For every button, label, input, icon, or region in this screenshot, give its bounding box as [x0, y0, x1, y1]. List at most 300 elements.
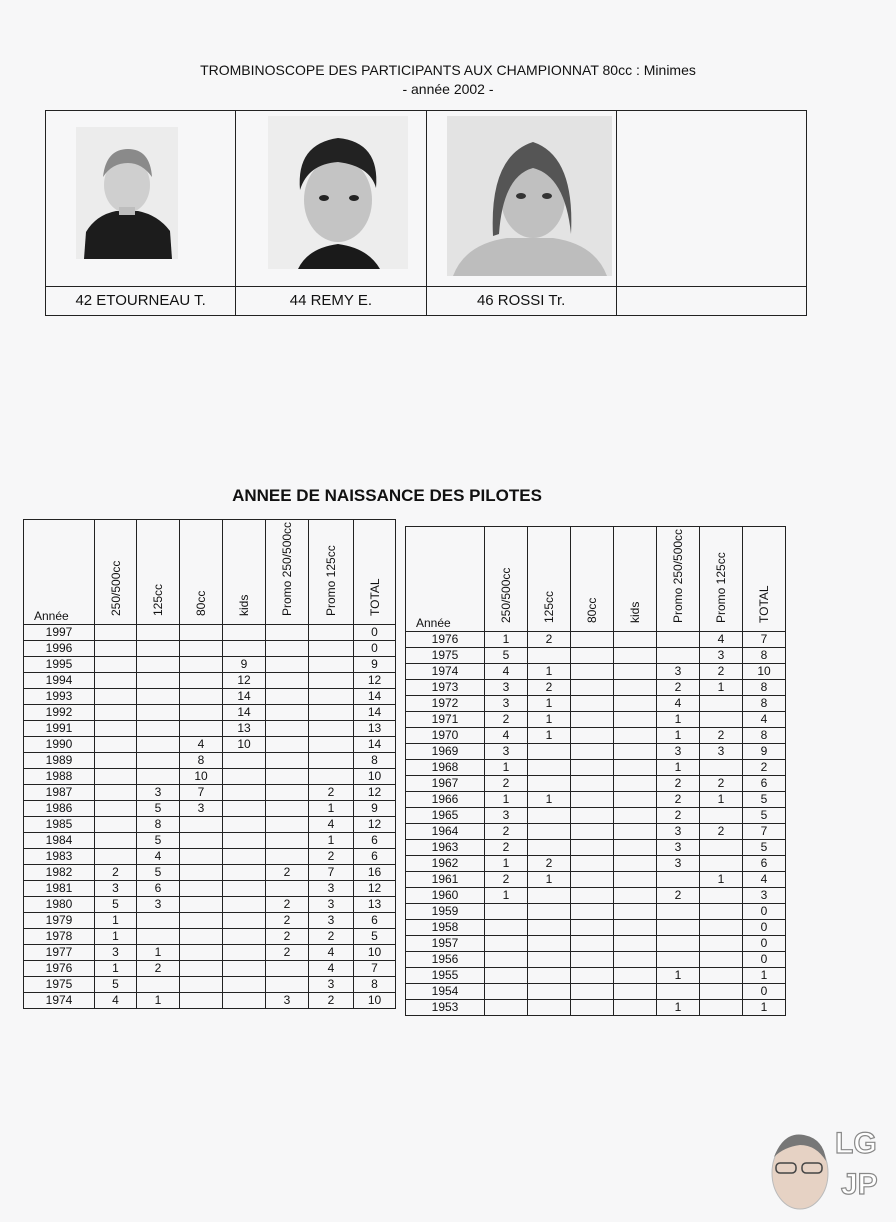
count-cell — [700, 904, 743, 920]
count-cell: 1 — [95, 913, 137, 929]
count-cell: 2 — [700, 664, 743, 680]
table-row — [24, 801, 396, 817]
count-cell: 13 — [354, 721, 396, 737]
table-row — [406, 856, 786, 872]
col-header: 80cc — [571, 527, 614, 632]
count-cell: 2 — [657, 680, 700, 696]
col-header-year: Année — [24, 520, 95, 625]
count-cell — [137, 673, 180, 689]
year-cell: 1989 — [24, 753, 95, 769]
count-cell — [700, 808, 743, 824]
count-cell: 3 — [657, 744, 700, 760]
count-cell — [223, 849, 266, 865]
count-cell: 5 — [743, 808, 786, 824]
count-cell: 5 — [137, 833, 180, 849]
participant-card-empty — [617, 111, 806, 315]
count-cell — [309, 769, 354, 785]
count-cell: 0 — [743, 984, 786, 1000]
participant-card — [236, 111, 426, 315]
count-cell — [180, 705, 223, 721]
count-cell: 2 — [309, 929, 354, 945]
year-cell: 1955 — [406, 968, 485, 984]
count-cell — [223, 785, 266, 801]
count-cell: 2 — [266, 865, 309, 881]
count-cell: 4 — [485, 728, 528, 744]
participant-card — [46, 111, 236, 315]
count-cell: 2 — [657, 888, 700, 904]
count-cell: 3 — [95, 945, 137, 961]
count-cell: 3 — [485, 696, 528, 712]
count-cell: 1 — [137, 945, 180, 961]
count-cell — [309, 673, 354, 689]
count-cell: 13 — [354, 897, 396, 913]
col-header-year: Année — [406, 527, 485, 632]
count-cell: 8 — [137, 817, 180, 833]
count-cell — [528, 968, 571, 984]
count-cell — [180, 817, 223, 833]
count-cell — [657, 872, 700, 888]
count-cell — [614, 840, 657, 856]
count-cell — [266, 753, 309, 769]
count-cell — [528, 840, 571, 856]
count-cell — [614, 824, 657, 840]
count-cell: 1 — [309, 833, 354, 849]
col-header: Promo 125cc — [700, 527, 743, 632]
year-cell: 1982 — [24, 865, 95, 881]
count-cell: 7 — [743, 632, 786, 648]
table-row — [406, 1000, 786, 1016]
count-cell: 1 — [137, 993, 180, 1009]
count-cell — [571, 664, 614, 680]
count-cell — [95, 849, 137, 865]
count-cell: 1 — [700, 792, 743, 808]
count-cell — [137, 737, 180, 753]
count-cell: 2 — [309, 993, 354, 1009]
count-cell: 10 — [354, 769, 396, 785]
count-cell — [528, 744, 571, 760]
count-cell — [309, 641, 354, 657]
count-cell — [266, 817, 309, 833]
count-cell — [223, 897, 266, 913]
table-row — [406, 872, 786, 888]
count-cell: 2 — [137, 961, 180, 977]
count-cell — [95, 785, 137, 801]
count-cell — [700, 712, 743, 728]
count-cell — [485, 952, 528, 968]
count-cell — [657, 984, 700, 1000]
count-cell: 2 — [485, 872, 528, 888]
year-cell: 1975 — [406, 648, 485, 664]
count-cell — [95, 817, 137, 833]
table-row — [24, 721, 396, 737]
table-row — [406, 648, 786, 664]
col-header: 125cc — [528, 527, 571, 632]
count-cell — [614, 792, 657, 808]
count-cell — [700, 984, 743, 1000]
count-cell: 4 — [700, 632, 743, 648]
year-cell: 1964 — [406, 824, 485, 840]
year-cell: 1992 — [24, 705, 95, 721]
count-cell — [180, 849, 223, 865]
year-cell: 1972 — [406, 696, 485, 712]
col-header: 80cc — [180, 520, 223, 625]
count-cell: 6 — [743, 856, 786, 872]
count-cell — [614, 760, 657, 776]
table-row — [24, 897, 396, 913]
year-cell: 1963 — [406, 840, 485, 856]
col-header: TOTAL — [743, 527, 786, 632]
count-cell: 9 — [354, 801, 396, 817]
year-cell: 1979 — [24, 913, 95, 929]
section-heading: ANNEE DE NAISSANCE DES PILOTES — [232, 486, 542, 505]
count-cell — [571, 728, 614, 744]
count-cell: 5 — [743, 840, 786, 856]
table-row — [24, 753, 396, 769]
count-cell — [309, 737, 354, 753]
participant-caption: 42 ETOURNEAU T. — [46, 286, 235, 315]
count-cell: 4 — [657, 696, 700, 712]
col-header: Promo 125cc — [309, 520, 354, 625]
birth-year-table-left — [23, 519, 396, 1009]
count-cell: 2 — [485, 712, 528, 728]
count-cell — [657, 904, 700, 920]
count-cell: 5 — [95, 977, 137, 993]
year-cell: 1987 — [24, 785, 95, 801]
count-cell — [571, 680, 614, 696]
count-cell: 10 — [223, 737, 266, 753]
year-cell: 1959 — [406, 904, 485, 920]
count-cell: 4 — [309, 945, 354, 961]
count-cell — [614, 680, 657, 696]
table-row — [24, 961, 396, 977]
year-cell: 1966 — [406, 792, 485, 808]
count-cell: 2 — [309, 785, 354, 801]
count-cell: 7 — [309, 865, 354, 881]
count-cell: 2 — [657, 792, 700, 808]
count-cell — [137, 721, 180, 737]
count-cell — [614, 712, 657, 728]
table-row — [406, 696, 786, 712]
count-cell — [614, 888, 657, 904]
table-row — [406, 760, 786, 776]
count-cell — [137, 689, 180, 705]
watermark-logo: LG — [835, 1127, 877, 1160]
year-cell: 1997 — [24, 625, 95, 641]
count-cell: 2 — [95, 865, 137, 881]
count-cell — [180, 833, 223, 849]
count-cell: 13 — [223, 721, 266, 737]
count-cell — [485, 1000, 528, 1016]
table-row — [406, 984, 786, 1000]
year-cell: 1965 — [406, 808, 485, 824]
count-cell — [223, 881, 266, 897]
count-cell — [266, 689, 309, 705]
participant-card — [427, 111, 617, 315]
count-cell: 16 — [354, 865, 396, 881]
count-cell — [700, 968, 743, 984]
count-cell — [137, 657, 180, 673]
col-header: kids — [223, 520, 266, 625]
count-cell: 1 — [528, 872, 571, 888]
year-cell: 1980 — [24, 897, 95, 913]
count-cell: 10 — [743, 664, 786, 680]
count-cell — [223, 801, 266, 817]
count-cell — [571, 888, 614, 904]
table-row — [406, 632, 786, 648]
count-cell: 4 — [743, 712, 786, 728]
table-row — [24, 849, 396, 865]
count-cell: 1 — [657, 1000, 700, 1016]
count-cell — [137, 641, 180, 657]
count-cell — [528, 760, 571, 776]
count-cell — [266, 625, 309, 641]
count-cell — [266, 657, 309, 673]
count-cell — [223, 641, 266, 657]
birth-year-table-right — [405, 526, 786, 1016]
year-cell: 1977 — [24, 945, 95, 961]
year-cell: 1953 — [406, 1000, 485, 1016]
count-cell: 3 — [485, 680, 528, 696]
count-cell — [95, 689, 137, 705]
count-cell: 5 — [137, 801, 180, 817]
year-cell: 1985 — [24, 817, 95, 833]
table-row — [24, 993, 396, 1009]
year-cell: 1962 — [406, 856, 485, 872]
count-cell: 3 — [137, 897, 180, 913]
count-cell — [137, 753, 180, 769]
count-cell — [614, 696, 657, 712]
count-cell: 3 — [309, 897, 354, 913]
count-cell — [571, 712, 614, 728]
count-cell: 1 — [743, 1000, 786, 1016]
table-row — [406, 792, 786, 808]
count-cell — [528, 648, 571, 664]
table-row — [406, 744, 786, 760]
count-cell — [571, 760, 614, 776]
count-cell — [485, 904, 528, 920]
count-cell: 2 — [309, 849, 354, 865]
year-cell: 1969 — [406, 744, 485, 760]
count-cell — [223, 961, 266, 977]
count-cell: 2 — [528, 856, 571, 872]
count-cell: 1 — [657, 760, 700, 776]
count-cell: 3 — [180, 801, 223, 817]
count-cell: 14 — [354, 705, 396, 721]
count-cell — [571, 792, 614, 808]
year-cell: 1994 — [24, 673, 95, 689]
count-cell: 2 — [266, 929, 309, 945]
table-row — [24, 625, 396, 641]
year-cell: 1974 — [406, 664, 485, 680]
table-row — [24, 737, 396, 753]
count-cell: 7 — [743, 824, 786, 840]
count-cell: 9 — [223, 657, 266, 673]
count-cell: 8 — [743, 728, 786, 744]
col-header: Promo 250/500cc — [266, 520, 309, 625]
count-cell: 14 — [223, 705, 266, 721]
count-cell — [614, 648, 657, 664]
count-cell: 1 — [528, 728, 571, 744]
count-cell — [95, 721, 137, 737]
count-cell: 6 — [743, 776, 786, 792]
table-row — [406, 920, 786, 936]
count-cell — [137, 769, 180, 785]
count-cell — [180, 865, 223, 881]
count-cell — [700, 760, 743, 776]
count-cell: 2 — [657, 776, 700, 792]
year-cell: 1961 — [406, 872, 485, 888]
count-cell: 14 — [354, 737, 396, 753]
count-cell: 1 — [657, 728, 700, 744]
count-cell: 1 — [657, 712, 700, 728]
count-cell — [309, 721, 354, 737]
count-cell — [614, 920, 657, 936]
count-cell — [571, 808, 614, 824]
table-row — [406, 680, 786, 696]
count-cell — [485, 968, 528, 984]
count-cell: 1 — [528, 696, 571, 712]
count-cell — [95, 769, 137, 785]
count-cell — [614, 936, 657, 952]
count-cell — [571, 776, 614, 792]
count-cell — [223, 769, 266, 785]
watermark-logo: JP — [841, 1168, 878, 1201]
count-cell: 7 — [180, 785, 223, 801]
count-cell — [223, 945, 266, 961]
table-row — [406, 952, 786, 968]
count-cell — [223, 929, 266, 945]
year-cell: 1968 — [406, 760, 485, 776]
count-cell — [266, 849, 309, 865]
count-cell — [137, 977, 180, 993]
count-cell — [180, 721, 223, 737]
count-cell: 2 — [485, 824, 528, 840]
count-cell: 1 — [700, 872, 743, 888]
year-cell: 1976 — [406, 632, 485, 648]
count-cell — [180, 881, 223, 897]
table-row — [24, 657, 396, 673]
count-cell: 2 — [743, 760, 786, 776]
count-cell: 2 — [485, 776, 528, 792]
count-cell: 1 — [485, 856, 528, 872]
year-cell: 1988 — [24, 769, 95, 785]
count-cell: 12 — [223, 673, 266, 689]
count-cell — [657, 920, 700, 936]
table-row — [24, 705, 396, 721]
count-cell — [571, 744, 614, 760]
count-cell: 3 — [657, 824, 700, 840]
count-cell — [571, 632, 614, 648]
count-cell — [223, 913, 266, 929]
count-cell: 12 — [354, 881, 396, 897]
count-cell: 3 — [700, 744, 743, 760]
count-cell — [614, 1000, 657, 1016]
table-row — [24, 929, 396, 945]
count-cell — [223, 833, 266, 849]
year-cell: 1984 — [24, 833, 95, 849]
table-row — [406, 888, 786, 904]
count-cell — [180, 913, 223, 929]
count-cell: 8 — [354, 977, 396, 993]
year-cell: 1958 — [406, 920, 485, 936]
count-cell — [95, 737, 137, 753]
count-cell: 4 — [137, 849, 180, 865]
count-cell — [180, 897, 223, 913]
count-cell — [95, 833, 137, 849]
count-cell — [571, 1000, 614, 1016]
count-cell: 3 — [657, 840, 700, 856]
count-cell — [528, 904, 571, 920]
year-cell: 1970 — [406, 728, 485, 744]
count-cell: 6 — [354, 849, 396, 865]
count-cell — [571, 968, 614, 984]
col-header: Promo 250/500cc — [657, 527, 700, 632]
count-cell — [137, 705, 180, 721]
table-row — [24, 673, 396, 689]
count-cell — [266, 801, 309, 817]
count-cell: 5 — [743, 792, 786, 808]
count-cell — [95, 705, 137, 721]
table-row — [24, 881, 396, 897]
table-row — [406, 904, 786, 920]
count-cell: 2 — [700, 776, 743, 792]
count-cell — [95, 801, 137, 817]
count-cell: 4 — [180, 737, 223, 753]
count-cell: 12 — [354, 785, 396, 801]
count-cell: 5 — [485, 648, 528, 664]
count-cell — [614, 728, 657, 744]
count-cell: 1 — [309, 801, 354, 817]
count-cell: 2 — [528, 632, 571, 648]
count-cell: 4 — [485, 664, 528, 680]
count-cell — [614, 856, 657, 872]
count-cell: 3 — [95, 881, 137, 897]
count-cell — [571, 856, 614, 872]
count-cell: 1 — [700, 680, 743, 696]
col-header: kids — [614, 527, 657, 632]
count-cell: 1 — [743, 968, 786, 984]
count-cell: 1 — [528, 712, 571, 728]
year-cell: 1996 — [24, 641, 95, 657]
year-cell: 1971 — [406, 712, 485, 728]
count-cell — [223, 977, 266, 993]
count-cell: 3 — [137, 785, 180, 801]
count-cell: 3 — [309, 881, 354, 897]
count-cell: 0 — [743, 904, 786, 920]
count-cell: 2 — [485, 840, 528, 856]
count-cell: 1 — [485, 632, 528, 648]
count-cell — [571, 648, 614, 664]
count-cell: 7 — [354, 961, 396, 977]
count-cell — [266, 785, 309, 801]
table-row — [24, 641, 396, 657]
table-row — [406, 808, 786, 824]
count-cell — [485, 920, 528, 936]
count-cell: 1 — [95, 929, 137, 945]
count-cell — [223, 753, 266, 769]
count-cell: 9 — [354, 657, 396, 673]
count-cell — [266, 705, 309, 721]
year-cell: 1973 — [406, 680, 485, 696]
count-cell: 3 — [657, 664, 700, 680]
count-cell — [528, 984, 571, 1000]
table-row — [24, 865, 396, 881]
year-cell: 1957 — [406, 936, 485, 952]
year-cell: 1981 — [24, 881, 95, 897]
count-cell: 14 — [354, 689, 396, 705]
count-cell: 0 — [354, 641, 396, 657]
count-cell: 2 — [266, 945, 309, 961]
